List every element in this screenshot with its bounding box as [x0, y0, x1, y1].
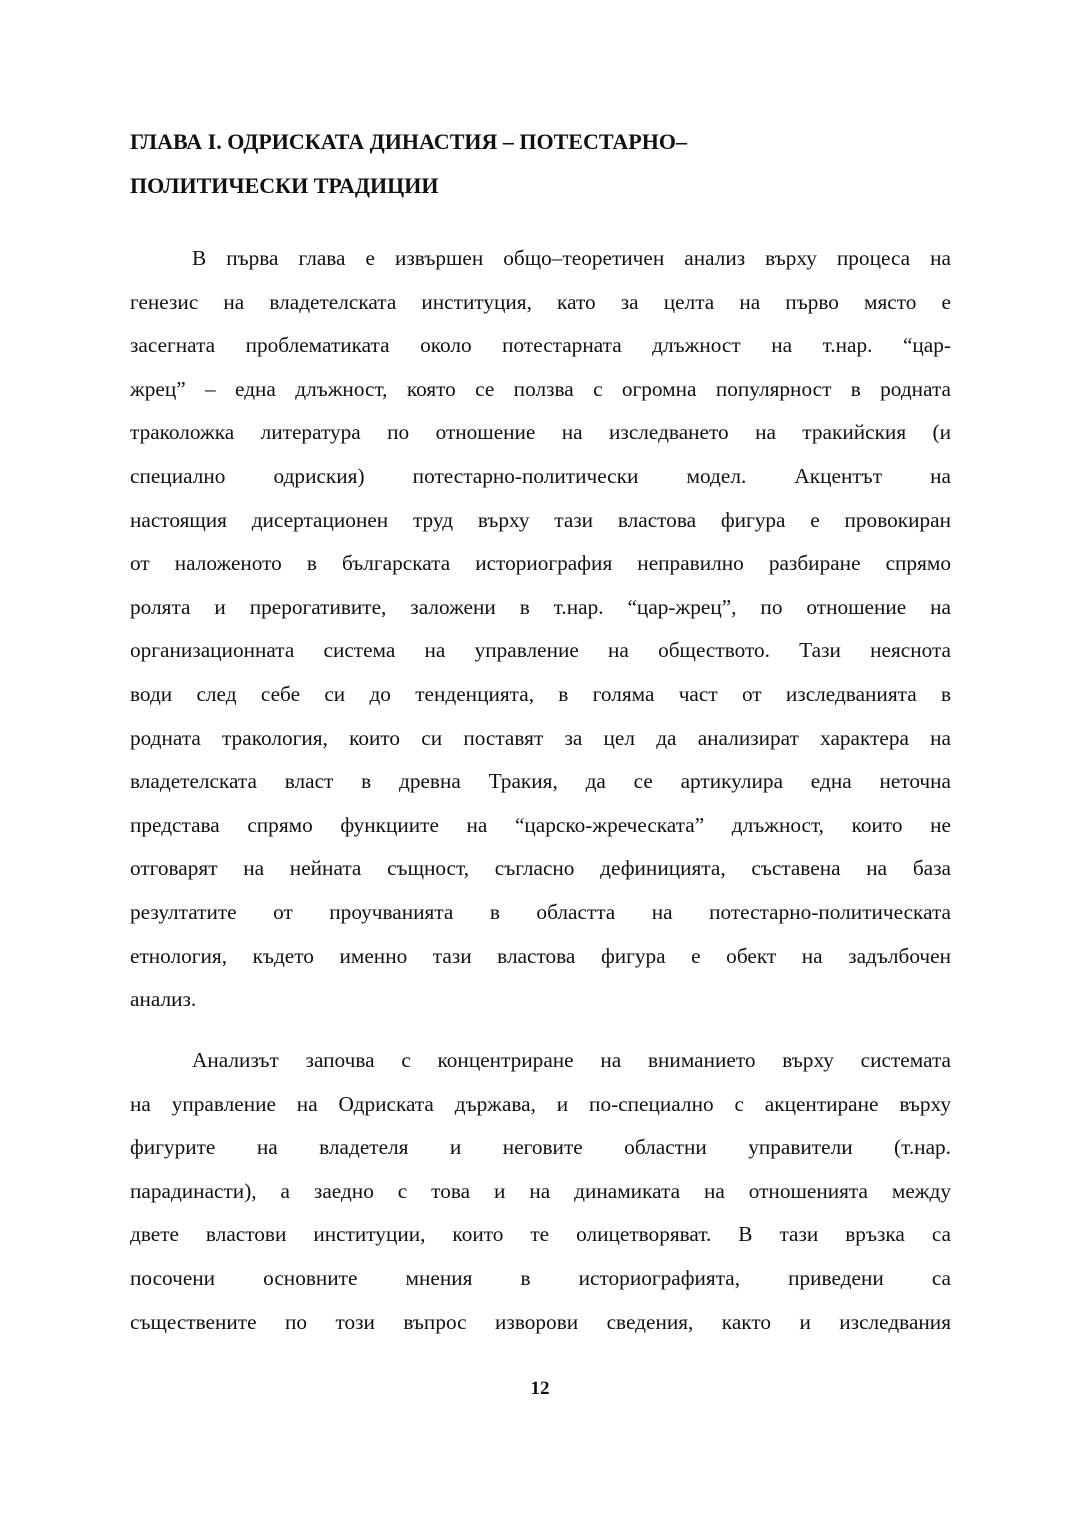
- page-number: 12: [530, 1378, 550, 1399]
- text-line: фигурите на владетеля и неговите областни управители (т.нар.: [130, 1135, 951, 1160]
- text-line: родната тракология, които си поставят за цел да анализират характера на: [130, 725, 951, 750]
- text-line: етнология, където именно тази властова фигура е обект на задълбочен: [130, 943, 951, 968]
- text-line: Анализът започва с концентриране на вниманието върху системата: [192, 1048, 951, 1072]
- text-line: жрец” – една длъжност, която се ползва с огромна популярност в родната: [130, 376, 951, 401]
- text-line: В първа глава е извършен общо–теоретичен анализ върху процеса на: [192, 246, 951, 270]
- text-line: води след себе си до тенденцията, в голяма част от изследванията в: [130, 681, 951, 706]
- heading-line: ПОЛИТИЧЕСКИ ТРАДИЦИИ: [130, 172, 439, 198]
- heading-line: ГЛАВА I. ОДРИСКАТА ДИНАСТИЯ – ПОТЕСТАРНО–: [130, 129, 687, 154]
- text-line: съществените по този въпрос изворови сведения, както и изследвания: [130, 1309, 951, 1334]
- text-line: анализ.: [130, 987, 197, 1012]
- text-line: от наложеното в българската историография неправилно разбиране спрямо: [130, 551, 951, 576]
- text-line: настоящия дисертационен труд върху тази властова фигура е провокиран: [130, 507, 951, 532]
- text-line: представа спрямо функциите на “царско-жреческата” длъжност, които не: [130, 812, 951, 837]
- text-line: ролята и прерогативите, заложени в т.нар. “цар-жрец”, по отношение на: [130, 594, 951, 619]
- text-line: резултатите от проучванията в областта на потестарно-политическата: [130, 899, 951, 924]
- text-line: владетелската власт в древна Тракия, да се артикулира една неточна: [130, 769, 951, 794]
- paragraph-1: [130, 237, 951, 1022]
- text-line: специално одриския) потестарно-политически модел. Акцентът на: [130, 463, 951, 488]
- text-line: организационната система на управление на обществото. Тази неяснота: [130, 638, 951, 663]
- text-line: отговарят на нейната същност, съгласно дефиницията, съставена на база: [130, 856, 951, 881]
- text-line: генезис на владетелската институция, като за целта на първо място е: [130, 289, 951, 314]
- text-line: двете властови институции, които те олицетворяват. В тази връзка са: [130, 1222, 951, 1247]
- text-line: на управление на Одриската държава, и по-специално с акцентиране върху: [130, 1091, 951, 1116]
- chapter-heading: [130, 120, 950, 207]
- text-line: посочени основните мнения в историографията, приведени са: [130, 1265, 951, 1290]
- text-line: траколожка литература по отношение на изследването на тракийския (и: [130, 420, 951, 445]
- text-line: засегната проблематиката около потестарната длъжност на т.нар. “цар-: [130, 333, 951, 358]
- text-line: парадинасти), а заедно с това и на динамиката на отношенията между: [130, 1178, 951, 1203]
- paragraph-2: [130, 1039, 951, 1344]
